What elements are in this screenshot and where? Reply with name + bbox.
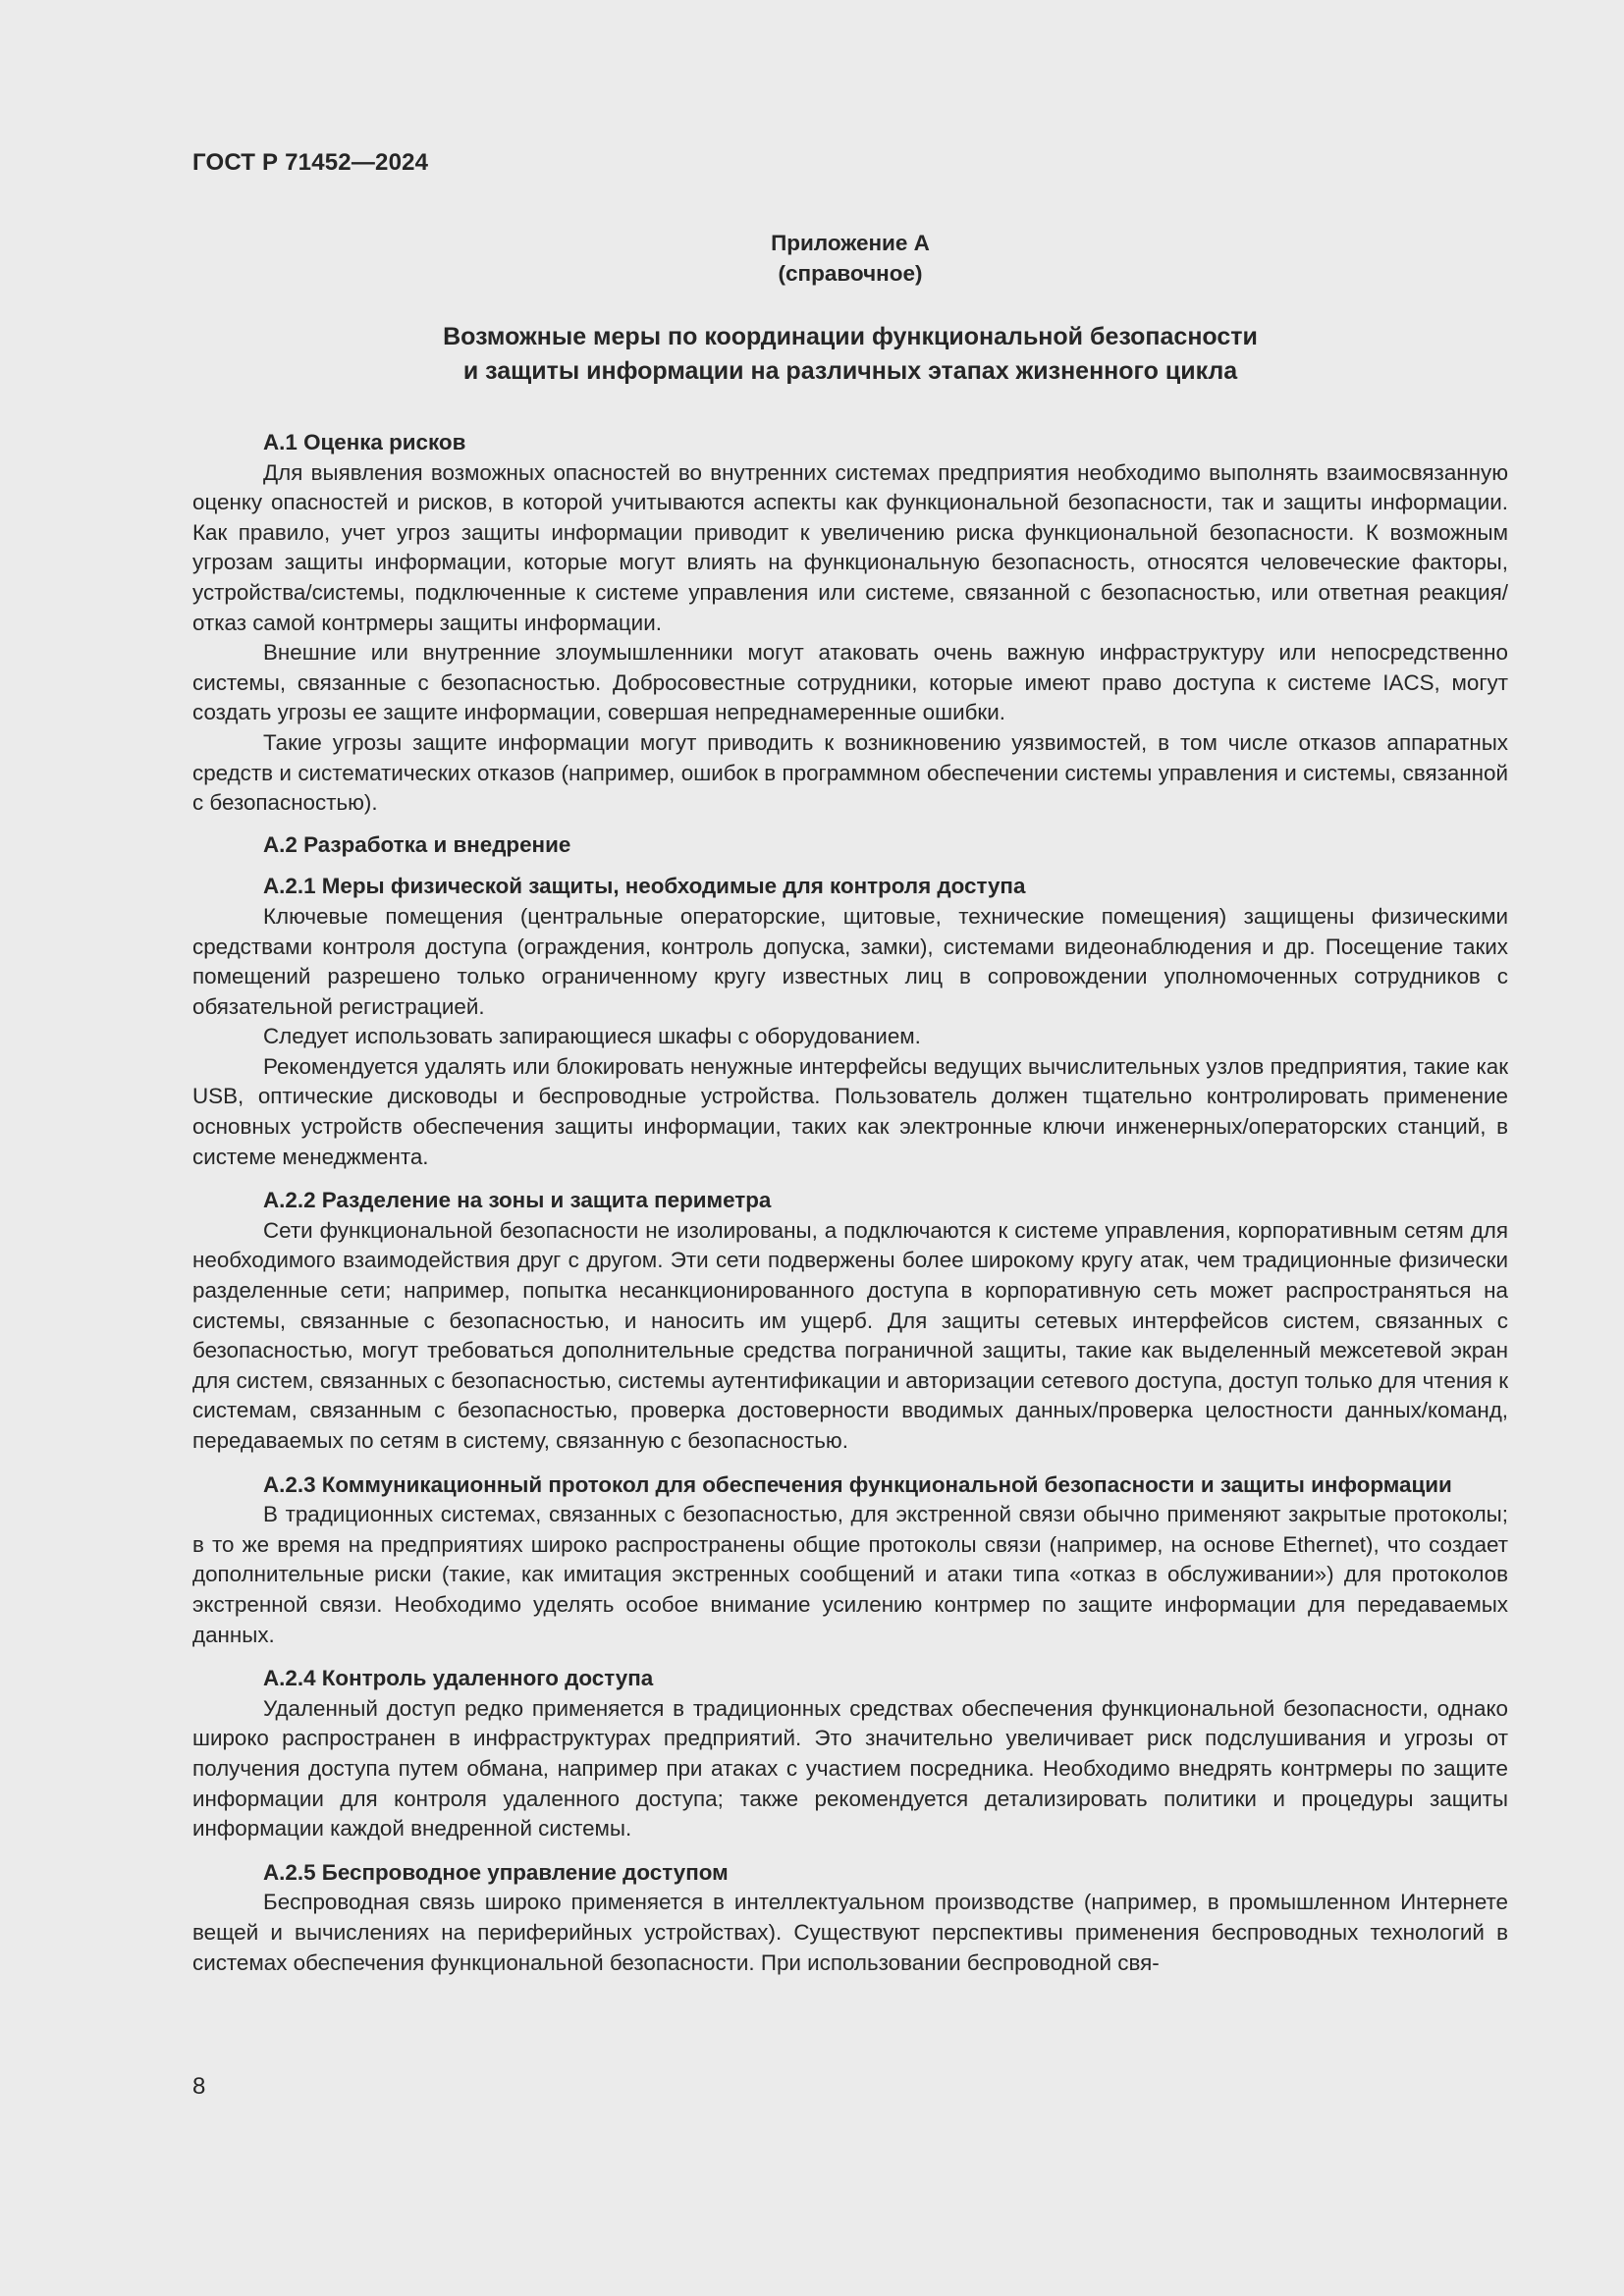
- paragraph: Удаленный доступ редко применяется в традиционных средствах обеспечения функциональной безопасности, однако широко распространен в инфраструктурах предприятий. Это значительно увеличивает риск подслушивания и угрозы от получения доступа путем обмана, например при атаках с участием посредника. Необходимо внедрять контрмеры по защите информации для контроля удаленного доступа; также рекомендуется детализировать политики и процедуры защиты информации каждой внедренной системы.: [192, 1695, 1508, 1842]
- appendix-title: Приложение А: [771, 231, 930, 255]
- section-heading-a2-3: А.2.3 Коммуникационный протокол для обеспечения функциональной безопасности и защиты информации: [263, 1471, 1452, 1497]
- paragraph: Ключевые помещения (центральные операторские, щитовые, технические помещения) защищены физическими средствами контроля доступа (ограждения, контроль допуска, замки), системами видеонаблюдения и др. Посещение таких помещений разрешено только ограниченному кругу известных лиц в сопровождении уполномоченных сотрудников с обязательной регистрацией.: [192, 903, 1508, 1019]
- appendix-main-title: [192, 320, 1508, 389]
- section-heading-a2-1: А.2.1 Меры физической защиты, необходимые для контроля доступа: [263, 874, 1026, 899]
- appendix-subtitle: (справочное): [778, 261, 923, 286]
- paragraph: Следует использовать запирающиеся шкафы с оборудованием.: [263, 1024, 921, 1049]
- paragraph: Такие угрозы защите информации могут приводить к возникновению уязвимостей, в том числе отказов аппаратных средств и систематических отказов (например, ошибок в программном обеспечении системы управления и системы, связанной с безопасностью).: [192, 729, 1508, 816]
- paragraph: Для выявления возможных опасностей во внутренних системах предприятия необходимо выполнять взаимосвязанную оценку опасностей и рисков, в которой учитываются аспекты как функциональной безопасности, так и защиты информации. Как правило, учет угроз защиты информации приводит к увеличению риска функциональной безопасности. К возможным угрозам защиты информации, которые могут влиять на функциональную безопасность, относятся человеческие факторы, устройства/системы, подключенные к системе управления или системе, связанной с безопасностью, или ответная реакция/отказ самой контрмеры защиты информации.: [192, 459, 1508, 635]
- paragraph: Внешние или внутренние злоумышленники могут атаковать очень важную инфраструктуру или непосредственно системы, связанные с безопасностью. Добросовестные сотрудники, которые имеют право доступа к системе IACS, могут создать угрозы ее защите информации, совершая непреднамеренные ошибки.: [192, 640, 1508, 725]
- appendix-heading: [192, 228, 1508, 289]
- paragraph: В традиционных системах, связанных с безопасностью, для экстренной связи обычно применяют закрытые протоколы; в то же время на предприятиях широко распространены общие протоколы связи (например, на основе Ethernet), что создает дополнительные риски (такие, как имитация экстренных сообщений и атаки типа «отказ в обслуживании») для протоколов экстренной связи. Необходимо уделять особое внимание усилению контрмер по защите информации для передаваемых данных.: [192, 1502, 1508, 1647]
- document-number-header: ГОСТ Р 71452—2024: [192, 149, 429, 176]
- paragraph: Сети функциональной безопасности не изолированы, а подключаются к системе управления, корпоративным сетям для необходимого взаимодействия друг с другом. Эти сети подвержены более широкому кругу атак, чем традиционные физически разделенные сети; например, попытка несанкционированного доступа в корпоративную сеть может распространяться на системы, связанные с безопасностью, и наносить им ущерб. Для защиты сетевых интерфейсов систем, связанных с безопасностью, могут требоваться дополнительные средства пограничной защиты, такие как выделенный межсетевой экран для систем, связанных с безопасностью, системы аутентификации и авторизации сетевого доступа, доступ только для чтения к системам, связанным с безопасностью, проверка достоверности вводимых данных/проверка целостности данных/команд, передаваемых по сетям в систему, связанную с безопасностью.: [192, 1217, 1508, 1453]
- main-title-line-1: Возможные меры по координации функциональной безопасности: [443, 323, 1258, 350]
- main-title-line-2: и защиты информации на различных этапах жизненного цикла: [462, 357, 1238, 385]
- section-heading-a2: А.2 Разработка и внедрение: [263, 831, 571, 857]
- paragraph: Рекомендуется удалять или блокировать ненужные интерфейсы ведущих вычислительных узлов предприятия, такие как USB, оптические дисководы и беспроводные устройства. Пользователь должен тщательно контролировать применение основных устройств обеспечения защиты информации, таких как электронные ключи инженерных/операторских станций, в системе менеджмента.: [192, 1053, 1508, 1169]
- section-heading-a2-4: А.2.4 Контроль удаленного доступа: [263, 1666, 654, 1691]
- document-body: [192, 428, 1508, 1978]
- paragraph: Беспроводная связь широко применяется в интеллектуальном производстве (например, в промышленном Интернете вещей и вычислениях на периферийных устройствах). Существуют перспективы применения беспроводных технологий в системах обеспечения функциональной безопасности. При использовании беспроводной свя-: [192, 1890, 1508, 1975]
- section-heading-a1: А.1 Оценка рисков: [263, 430, 466, 454]
- page-number: 8: [192, 2073, 206, 2100]
- section-heading-a2-2: А.2.2 Разделение на зоны и защита периметра: [263, 1188, 772, 1213]
- section-heading-a2-5: А.2.5 Беспроводное управление доступом: [263, 1859, 729, 1885]
